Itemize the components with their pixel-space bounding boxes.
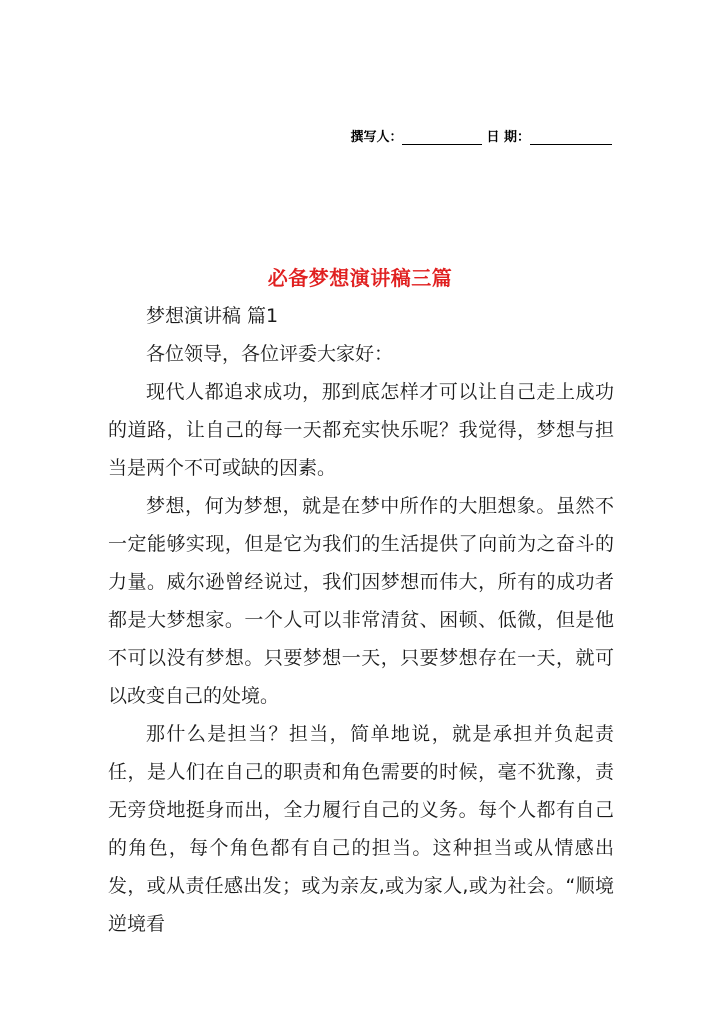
author-blank-field[interactable] [402,130,482,145]
author-label: 撰写人： [350,130,403,145]
date-blank-field[interactable] [530,130,612,145]
document-title: 必备梦想演讲稿三篇 [267,266,453,290]
body-paragraph-3: 那什么是担当？担当，简单地说，就是承担并负起责任，是人们在自己的职责和角色需要的时候，毫不犹豫，责无旁贷地挺身而出，全力履行自己的义务。每个人都有自己的角色，每个角色都有自己的担当。这种担当或从情感出发，或从责任感出发；或为亲友,或为家人,或为社会。“顺境逆境看 [108,723,614,935]
body-paragraph-2: 梦想，何为梦想，就是在梦中所作的大胆想象。虽然不一定能够实现，但是它为我们的生活提供了向前为之奋斗的力量。威尔逊曾经说过，我们因梦想而伟大，所有的成功者都是大梦想家。一个人可以非常清贫、困顿、低微，但是他不可以没有梦想。只要梦想一天，只要梦想存在一天，就可以改变自己的处境。 [108,495,614,707]
greeting-line: 各位领导，各位评委大家好： [146,343,394,365]
author-date-header [0,126,612,145]
body-paragraph-1: 现代人都追求成功，那到底怎样才可以让自己走上成功的道路，让自己的每一天都充实快乐呢？我觉得，梦想与担当是两个不可或缺的因素。 [108,381,614,479]
section-heading: 梦想演讲稿 篇1 [146,305,279,327]
document-body [108,297,614,943]
date-label: 日 期： [486,130,530,145]
